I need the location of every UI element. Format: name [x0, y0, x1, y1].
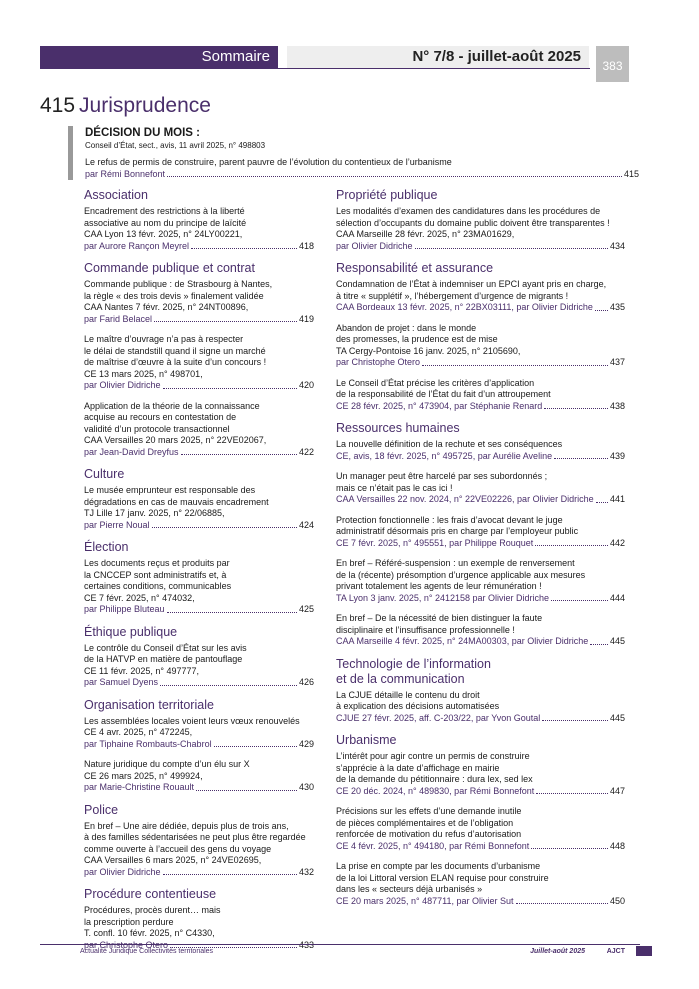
entry-line: de la loi Littoral version ELAN requise pour construire [336, 872, 549, 883]
entry-line: Commande publique : de Strasbourg à Nantes, [84, 279, 273, 289]
dot-leader [163, 380, 297, 389]
entry-line: La nouvelle définition de la rechute et ses conséquences [336, 439, 563, 449]
decision-of-month [68, 126, 639, 180]
section [84, 188, 314, 252]
toc-entry[interactable] [336, 279, 625, 314]
dot-leader [422, 357, 608, 366]
entry-line: privant totalement les agents de leur rémunération ! [336, 581, 542, 591]
toc-entry[interactable] [336, 751, 625, 797]
entry-page: 422 [298, 446, 314, 457]
entry-ref: par Christophe Otero [336, 357, 421, 367]
dot-leader [167, 168, 622, 177]
entry-ref: par Pierre Noual [84, 519, 150, 530]
section-title: Responsabilité et assurance [336, 261, 494, 275]
footer-date: Juillet-août 2025 [530, 948, 585, 955]
toc-entry[interactable] [336, 861, 625, 907]
entry-line: à des familles sédentarisées ne peut plus être regardée [84, 832, 306, 842]
dot-leader [596, 494, 608, 503]
entry-line: CAA Nantes 7 févr. 2025, n° 24NT00896, [84, 302, 249, 312]
section-title: Organisation territoriale [84, 697, 214, 712]
entry-ref: par Olivier Didriche [336, 240, 413, 251]
toc-entry[interactable] [84, 558, 314, 616]
entry-line: dans les « secteurs déjà urbanisés » [336, 884, 483, 894]
entry-line: de pièces complémentaires et de l’obligation [336, 817, 514, 828]
footer-rule [40, 944, 640, 945]
entry-line: CAA Versailles 20 mars 2025, n° 22VE02067, [84, 435, 267, 445]
entry-line: Condamnation de l’État à indemniser un EPCI ayant pris en charge, [336, 279, 607, 289]
entry-line: Procédures, procès durent… mais [84, 905, 221, 915]
entry-line: Précisions sur les effets d’une demande inutile [336, 806, 522, 816]
entry-page: 438 [609, 400, 625, 411]
entry-line: à titre « supplétif », l’hébergement d’urgence de migrants ! [336, 290, 569, 301]
toc-entry[interactable] [84, 206, 314, 252]
entry-line: Application de la théorie de la connaissance [84, 400, 260, 411]
entry-ref-line [84, 380, 314, 392]
entry-ref: par Olivier Didriche [84, 866, 161, 877]
section [336, 657, 625, 725]
entry-page: 429 [298, 738, 314, 749]
entry-ref-line [336, 636, 625, 648]
toc-entry[interactable] [336, 690, 625, 725]
entry-line: CE 26 mars 2025, n° 499924, [84, 770, 203, 781]
entry-line: Un manager peut être harcelé par ses subordonnés ; [336, 471, 548, 481]
dot-leader [551, 593, 608, 602]
entry-ref-line [336, 841, 625, 853]
decision-author-line[interactable] [85, 168, 639, 180]
dot-leader [160, 677, 297, 686]
entry-line: acquise au recours en contestation de [84, 412, 237, 422]
entry-line: Le maître d’ouvrage n’a pas à respecter [84, 334, 244, 344]
entry-line: CAA Marseille 28 févr. 2025, n° 23MA01629, [336, 229, 515, 239]
entry-line: de la HATVP en matière de pantouflage [84, 654, 243, 664]
entry-ref-line [336, 401, 625, 413]
entry-ref: CE 20 déc. 2024, n° 489830, par Rémi Bonnefont [336, 785, 535, 796]
entry-page: 424 [298, 519, 314, 530]
entry-ref: CE 4 févr. 2025, n° 494180, par Rémi Bonnefont [336, 840, 530, 851]
entry-page: 441 [609, 494, 625, 504]
section [336, 188, 625, 252]
entry-page: 419 [298, 313, 314, 324]
entry-line: des promesses, la prudence est de mise [336, 334, 498, 344]
entry-ref-line [84, 241, 314, 253]
entry-ref: CE 20 mars 2025, n° 487711, par Olivier Sut [336, 895, 514, 906]
entry-line: Nature juridique du compte d’un élu sur X [84, 759, 250, 769]
entry-ref-line [336, 896, 625, 908]
entry-ref: CAA Marseille 4 févr. 2025, n° 24MA00303, par Olivier Didriche [336, 636, 589, 646]
entry-line: certaines conditions, communicables [84, 581, 232, 591]
entry-ref-line [336, 713, 625, 725]
section-title: Urbanisme [336, 733, 397, 747]
section [336, 261, 625, 412]
entry-ref: CE, avis, 18 févr. 2025, n° 495725, par Aurélie Aveline [336, 450, 553, 461]
entry-line: sélection d’occupants du domaine public doivent être transparentes ! [336, 217, 610, 228]
decision-ref: Conseil d’État, sect., avis, 11 avril 2025, n° 498803 [85, 141, 266, 150]
entry-line: L’intérêt pour agir contre un permis de construire [336, 751, 530, 761]
entry-page: 434 [609, 240, 625, 251]
toc-entry[interactable] [336, 515, 625, 550]
entry-line: CE 13 mars 2025, n° 498701, [84, 368, 203, 379]
entry-ref-line [84, 867, 314, 879]
entry-line: La prise en compte par les documents d’urbanisme [336, 861, 541, 871]
section [84, 803, 314, 879]
entry-page: 448 [609, 840, 625, 851]
entry-line: s’apprécie à la date d’affichage en mairie [336, 762, 500, 773]
toc-entry[interactable] [84, 401, 314, 459]
entry-ref: par Farid Belacel [84, 313, 153, 324]
toc-entry[interactable] [336, 323, 625, 369]
entry-line: la règle « des trois devis » finalement validée [84, 290, 264, 301]
title-number: 415 [40, 94, 76, 117]
entry-line: de la (récente) présomption d’urgence applicable aux mesures [336, 569, 586, 580]
entry-ref-line [84, 447, 314, 459]
entry-line: Protection fonctionnelle : les frais d’avocat devant le juge [336, 514, 563, 525]
section [84, 887, 314, 951]
footer-brand: AJCT [606, 948, 625, 955]
section-title: Propriété publique [336, 188, 438, 202]
section-title: Culture [84, 467, 125, 481]
decision-text: Le refus de permis de construire, parent pauvre de l’évolution du contentieux de l’urbanisme [85, 157, 452, 167]
entry-ref: par Philippe Bluteau [84, 604, 165, 614]
entry-ref-line [84, 520, 314, 532]
section-title: Éthique publique [84, 624, 178, 639]
entry-page: 450 [609, 895, 625, 906]
entry-ref-line [84, 314, 314, 326]
dot-leader [154, 314, 297, 323]
entry-page: 439 [609, 450, 625, 461]
entry-page: 447 [609, 785, 625, 796]
footer-bar [636, 946, 652, 956]
entry-page: 425 [298, 604, 314, 614]
entry-line: En bref – Référé-suspension : un exemple de renversement [336, 558, 575, 568]
dot-leader [214, 739, 297, 748]
entry-line: validité d’un protocole transactionnel [84, 423, 230, 434]
entry-page: 430 [298, 782, 314, 792]
entry-page: 432 [298, 866, 314, 877]
dot-leader [542, 713, 608, 722]
entry-page: 435 [609, 302, 625, 312]
decision-page: 415 [623, 169, 639, 179]
section [336, 421, 625, 648]
right-column [336, 188, 625, 916]
entry-line: Les assemblées locales voient leurs vœux renouvelés [84, 715, 300, 726]
entry-ref: par Aurore Rançon Meyrel [84, 240, 190, 251]
entry-ref: par Marie-Christine Rouault [84, 782, 195, 792]
entry-page [299, 940, 314, 952]
toc-entry[interactable] [84, 279, 314, 325]
entry-line: TJ Lille 17 janv. 2025, n° 22/06885, [84, 508, 225, 518]
toc-entry[interactable] [84, 716, 314, 751]
page-title [40, 94, 211, 118]
toc-entry[interactable] [84, 759, 314, 794]
issue-box [287, 46, 589, 68]
entry-ref: CAA Bordeaux 13 févr. 2025, n° 22BX03111, par Olivier Didriche [336, 302, 593, 312]
toc-entry[interactable] [84, 821, 314, 879]
entry-ref-line [84, 739, 314, 751]
section [84, 625, 314, 689]
footer-publication: Actualité Juridique Collectivités territoriales [80, 948, 214, 955]
dot-leader [181, 447, 297, 456]
entry-line: disciplinaire et l’insuffisance professionnelle ! [336, 624, 515, 635]
section-label: Sommaire [201, 48, 270, 65]
entry-ref-line [336, 494, 625, 506]
dot-leader [167, 604, 297, 613]
dot-leader [152, 520, 297, 529]
header-rule [40, 68, 590, 69]
toc-entry[interactable] [336, 806, 625, 852]
entry-line: mais ce n’était pas le cas ici ! [336, 482, 453, 493]
decision-heading: DÉCISION DU MOIS : [85, 127, 201, 139]
entry-ref-line [336, 538, 625, 550]
entry-ref-line [336, 451, 625, 463]
dot-leader [554, 451, 608, 460]
entry-ref: par Tiphaine Rombauts-Chabrol [84, 738, 212, 749]
entry-line: La CJUE détaille le contenu du droit [336, 689, 480, 700]
entry-page: 426 [298, 677, 314, 687]
dot-leader [544, 401, 608, 410]
entry-line: TA Cergy-Pontoise 16 janv. 2025, n° 2105690, [336, 345, 521, 356]
toc-entry[interactable] [84, 643, 314, 689]
entry-line: Le Conseil d’État précise les critères d’application [336, 377, 535, 388]
dot-leader [531, 841, 608, 850]
entry-line: associative au nom du principe de laïcité [84, 217, 247, 228]
entry-ref: par Samuel Dyens [84, 677, 159, 687]
dot-leader [595, 302, 608, 311]
entry-page: 444 [609, 592, 625, 603]
section-band [40, 46, 278, 68]
entry-line: Les documents reçus et produits par [84, 558, 230, 568]
entry-line: Encadrement des restrictions à la liberté [84, 206, 245, 216]
entry-ref: CE 7 févr. 2025, n° 495551, par Philippe Rouquet [336, 537, 534, 548]
dot-leader [535, 538, 608, 547]
entry-ref-line [336, 241, 625, 253]
dot-leader [191, 241, 297, 250]
entry-line: comme ouverte à l’accueil des gens du voyage [84, 843, 272, 854]
title-word: Jurisprudence [79, 94, 211, 117]
entry-line: dégradations en cas de mauvais encadrement [84, 496, 269, 507]
toc-entry[interactable] [336, 471, 625, 506]
entry-page: 445 [609, 712, 625, 723]
entry-ref: par Olivier Didriche [84, 380, 161, 390]
dot-leader [196, 782, 297, 791]
entry-line: administratif désormais pris en charge par l’employeur public [336, 526, 579, 536]
issue-label: N° 7/8 - juillet-août 2025 [412, 48, 581, 65]
entry-ref-line [336, 302, 625, 314]
entry-line: de la demande du pétitionnaire : dura lex, sed lex [336, 774, 533, 784]
section [336, 733, 625, 907]
entry-line: Le musée emprunteur est responsable des [84, 485, 256, 495]
section-title: Élection [84, 540, 129, 554]
entry-line: la CNCCEP sont administratifs et, à [84, 569, 227, 580]
entry-line: En bref – De la nécessité de bien distinguer la faute [336, 613, 543, 623]
entry-ref-line [336, 786, 625, 798]
section-title: Procédure contentieuse [84, 887, 217, 901]
entry-line: CAA Lyon 13 févr. 2025, n° 24LY00221, [84, 229, 243, 239]
entry-ref-line [84, 604, 314, 616]
entry-page: 420 [298, 380, 314, 390]
entry-ref-line [84, 677, 314, 689]
entry-line: T. confl. 10 févr. 2025, n° C4330, [84, 928, 215, 938]
entry-line: Les modalités d’examen des candidatures dans les procédures de [336, 206, 601, 216]
entry-ref: par Jean-David Dreyfus [84, 446, 179, 457]
dot-leader [516, 896, 608, 905]
entry-page: 437 [609, 357, 625, 367]
entry-ref-line [336, 357, 625, 369]
section-title: Technologie de l’information et de la communication [336, 656, 491, 686]
section [84, 467, 314, 531]
entry-ref: TA Lyon 3 janv. 2025, n° 2412158 par Olivier Didriche [336, 592, 550, 603]
entry-line: à explication des décisions automatisées [336, 701, 500, 711]
entry-line: CAA Versailles 6 mars 2025, n° 24VE02695, [84, 855, 262, 865]
entry-line: la prescription perdure [84, 916, 174, 927]
toc-entry[interactable] [336, 439, 625, 462]
entry-line: de maîtrise d’œuvre à la suite d’un concours ! [84, 357, 267, 367]
section-title: Commande publique et contrat [84, 261, 255, 275]
entry-ref: CJUE 27 févr. 2025, aff. C-203/22, par Yvon Goutal [336, 712, 541, 723]
dot-leader [163, 867, 297, 876]
toc-entry[interactable] [84, 485, 314, 531]
section-title: Police [84, 802, 119, 817]
entry-ref-line [336, 593, 625, 605]
section-title: Association [84, 188, 148, 202]
left-column [84, 188, 314, 960]
toc-entry[interactable] [336, 206, 625, 252]
entry-ref-line [84, 782, 314, 794]
section [84, 540, 314, 616]
section-title: Ressources humaines [336, 421, 460, 435]
entry-line: CE 11 févr. 2025, n° 497777, [84, 665, 200, 676]
decision-author: par Rémi Bonnefont [85, 169, 166, 179]
section [84, 698, 314, 794]
toc-entry[interactable] [336, 613, 625, 648]
entry-page: 418 [298, 240, 314, 251]
entry-page: 442 [609, 537, 625, 548]
page-number: 383 [596, 46, 629, 82]
entry-line: de la responsabilité de l’État du fait d’un attroupement [336, 389, 551, 399]
dot-leader [415, 241, 608, 250]
entry-line: En bref – Une aire dédiée, depuis plus de trois ans, [84, 820, 289, 831]
entry-ref: CE 28 févr. 2025, n° 473904, par Stéphanie Renard [336, 400, 543, 411]
toc-entry[interactable] [336, 378, 625, 413]
toc-entry[interactable] [336, 558, 625, 604]
dot-leader [590, 636, 608, 645]
section [84, 261, 314, 458]
entry-line: CE 7 févr. 2025, n° 474032, [84, 592, 195, 603]
entry-line: Abandon de projet : dans le monde [336, 322, 477, 333]
entry-line: CE 4 avr. 2025, n° 472245, [84, 727, 193, 737]
entry-ref: CAA Versailles 22 nov. 2024, n° 22VE02226, par Olivier Didriche [336, 494, 594, 504]
entry-line: le délai de standstill quand il signe un marché [84, 345, 266, 356]
dot-leader [536, 786, 608, 795]
entry-line: Le contrôle du Conseil d’État sur les avis [84, 642, 247, 653]
entry-page: 445 [609, 636, 625, 646]
toc-entry[interactable] [84, 334, 314, 392]
entry-line: renforcée de motivation du refus d’autorisation [336, 829, 522, 839]
